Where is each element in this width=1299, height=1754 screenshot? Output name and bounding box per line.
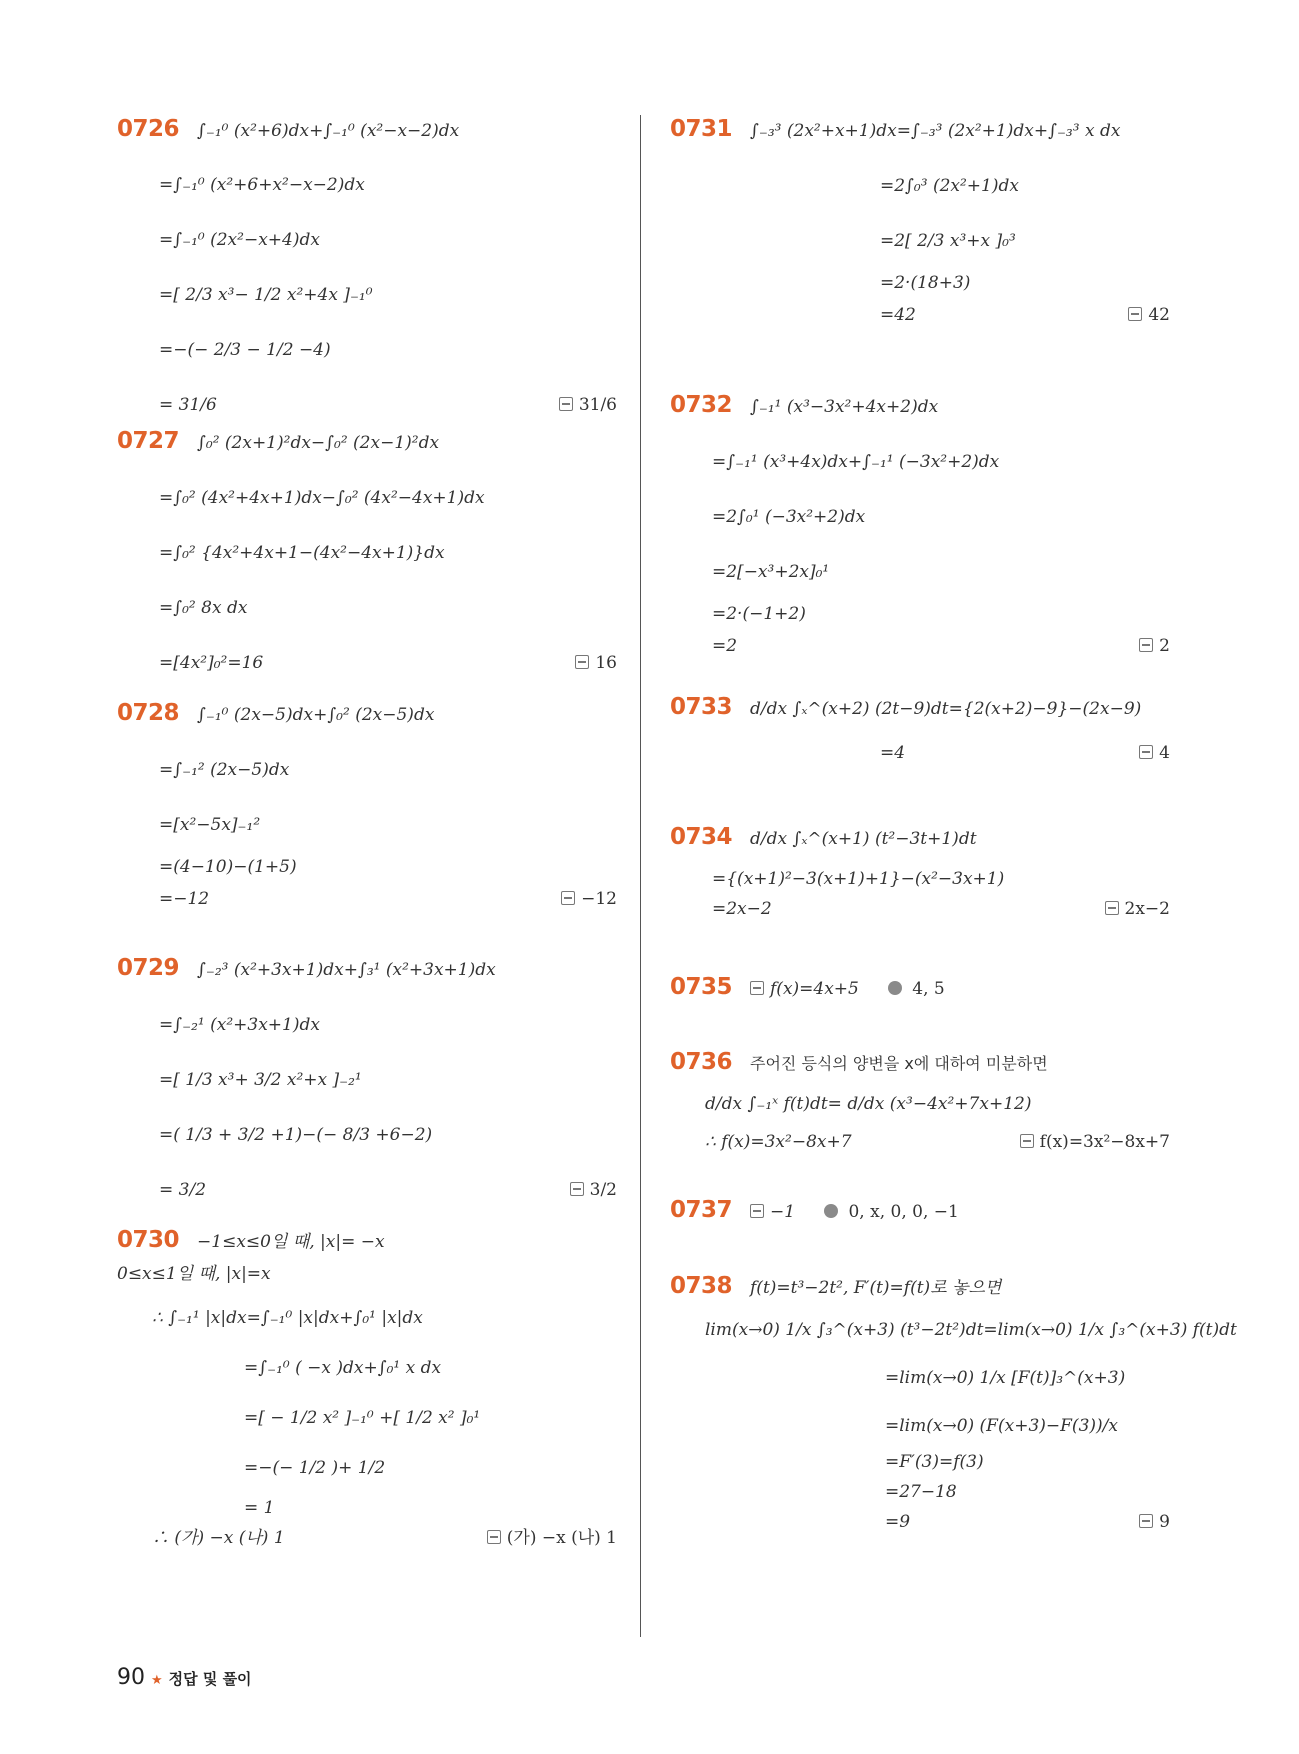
problem-0729 (117, 957, 617, 1229)
equation-line (159, 394, 617, 416)
answer: 31/6 (559, 394, 617, 416)
equation: d/dx ∫ₓ^(x+2) (2t−9)dt={2(x+2)−9}−(2x−9) (750, 699, 1142, 719)
answer-icon (487, 1530, 501, 1544)
equation-line: =[ − 1/2 x² ]₋₁⁰ +[ 1/2 x² ]₀¹ (244, 1408, 481, 1428)
star-icon: ★ (151, 1673, 163, 1688)
problem-0730 (117, 1229, 617, 1549)
problem-0738 (670, 1273, 1237, 1533)
answer-icon (570, 1182, 584, 1196)
equation: ∫₋₃³ (2x²+x+1)dx=∫₋₃³ (2x²+1)dx+∫₋₃³ x dx (750, 121, 1121, 141)
answer: 4 (1139, 742, 1170, 764)
answer: 42 (1128, 304, 1170, 326)
problem-0736 (670, 1051, 1170, 1199)
equation-line: = 1 (244, 1498, 275, 1518)
problem-0733 (670, 696, 1170, 826)
answer: 3/2 (570, 1179, 617, 1201)
equation: ∫₀² (2x+1)²dx−∫₀² (2x−1)²dx (197, 433, 440, 453)
problem-0726 (117, 118, 617, 430)
equation-line: ={(x+1)²−3(x+1)+1}−(x²−3x+1) (712, 869, 1005, 889)
problem-line (117, 702, 617, 726)
problem-line (670, 1051, 1170, 1075)
answer-icon (575, 655, 589, 669)
equation: = 31/6 (159, 395, 217, 415)
equation: ∴ f(x)=3x²−8x+7 (705, 1132, 852, 1152)
problem-number: 0735 (670, 974, 733, 1000)
equation: ∫₋₁¹ (x³−3x²+4x+2)dx (750, 397, 939, 417)
right-column (670, 116, 1237, 1533)
equation-line (159, 652, 617, 674)
problem-number: 0728 (117, 700, 180, 726)
equation: =−12 (159, 889, 210, 909)
problem-number: 0726 (117, 116, 180, 142)
hint-icon (888, 981, 902, 995)
equation-line: =lim(x→0) (F(x+3)−F(3))/x (885, 1416, 1118, 1436)
answer-icon (1139, 638, 1153, 652)
answer: −12 (561, 888, 617, 910)
equation-line: =(4−10)−(1+5) (159, 857, 297, 877)
footer-title: 정답 및 풀이 (168, 1670, 252, 1688)
equation-line: =F′(3)=f(3) (885, 1452, 984, 1472)
equation-line (885, 1511, 1170, 1533)
problem-line (670, 826, 1170, 850)
answer-icon (559, 397, 573, 411)
equation: d/dx ∫ₓ^(x+1) (t²−3t+1)dt (750, 829, 977, 849)
equation-line: ∴ ∫₋₁¹ |x|dx=∫₋₁⁰ |x|dx+∫₀¹ |x|dx (152, 1308, 423, 1328)
answer-icon (561, 891, 575, 905)
equation: =4 (880, 743, 906, 763)
answer: f(x)=3x²−8x+7 (1020, 1131, 1170, 1153)
equation-line (159, 1179, 617, 1201)
equation-line: =27−18 (885, 1482, 957, 1502)
answer: 16 (575, 652, 617, 674)
conclusion: ∴ (가) −x (나) 1 (152, 1528, 285, 1548)
equation-line: =2∫₀¹ (−3x²+2)dx (712, 507, 866, 527)
answer: f(x)=4x+5 (770, 979, 859, 999)
equation-line: 0≤x≤1일 때, |x|=x (117, 1264, 271, 1284)
equation-line: =[ 2/3 x³− 1/2 x²+4x ]₋₁⁰ (159, 285, 373, 305)
equation-line: =( 1/3 + 3/2 +1)−(− 8/3 +6−2) (159, 1125, 433, 1145)
equation-line: =∫₀² {4x²+4x+1−(4x²−4x+1)}dx (159, 543, 445, 563)
problem-0735 (670, 976, 1170, 1051)
equation: =42 (880, 305, 916, 325)
equation: −1≤x≤0일 때, |x|= −x (197, 1232, 385, 1252)
explanation: 주어진 등식의 양변을 x에 대하여 미분하면 (750, 1054, 1048, 1073)
equation-line: =∫₋₁¹ (x³+4x)dx+∫₋₁¹ (−3x²+2)dx (712, 452, 1000, 472)
equation-line: =2∫₀³ (2x²+1)dx (880, 176, 1019, 196)
hint-icon (824, 1204, 838, 1218)
problem-line (670, 976, 1170, 1000)
problem-number: 0731 (670, 116, 733, 142)
problem-number: 0736 (670, 1049, 733, 1075)
problem-line (117, 118, 617, 142)
problem-0728 (117, 702, 617, 957)
answer: 2x−2 (1105, 898, 1170, 920)
equation-line: =2·(−1+2) (712, 604, 806, 624)
equation-line (712, 635, 1170, 657)
hint-answer: 0, x, 0, 0, −1 (848, 1202, 959, 1222)
problem-number: 0734 (670, 824, 733, 850)
answer-icon (750, 981, 764, 995)
equation-line: =−(− 2/3 − 1/2 −4) (159, 340, 331, 360)
equation-line: =−(− 1/2 )+ 1/2 (244, 1458, 386, 1478)
equation-line: =∫₋₁² (2x−5)dx (159, 760, 290, 780)
answer-icon (1139, 745, 1153, 759)
problem-line (670, 1199, 1170, 1223)
answer: (가) −x (나) 1 (487, 1527, 617, 1549)
answer-icon (1139, 1514, 1153, 1528)
equation: =9 (885, 1512, 911, 1532)
equation-line: =∫₋₁⁰ ( −x )dx+∫₀¹ x dx (244, 1358, 442, 1378)
problem-line (670, 1275, 1170, 1299)
equation-line: =∫₀² (4x²+4x+1)dx−∫₀² (4x²−4x+1)dx (159, 488, 485, 508)
equation-line (880, 742, 1170, 764)
problem-line (670, 696, 1170, 720)
equation-line: =[ 1/3 x³+ 3/2 x²+x ]₋₂¹ (159, 1070, 362, 1090)
equation-line (159, 888, 617, 910)
problem-0732 (670, 394, 1170, 696)
problem-line (670, 118, 1170, 142)
equation-line: =∫₋₁⁰ (2x²−x+4)dx (159, 230, 320, 250)
problem-number: 0730 (117, 1227, 180, 1253)
problem-line (670, 394, 1170, 418)
equation: =2 (712, 636, 738, 656)
equation-line: =lim(x→0) 1/x [F(t)]₃^(x+3) (885, 1368, 1126, 1388)
equation: ∫₋₂³ (x²+3x+1)dx+∫₃¹ (x²+3x+1)dx (197, 960, 496, 980)
problem-0737 (670, 1199, 1170, 1275)
equation-line: =2[ 2/3 x³+x ]₀³ (880, 231, 1016, 251)
equation: =2x−2 (712, 899, 772, 919)
answer-icon (1105, 901, 1119, 915)
problem-line (117, 957, 617, 981)
equation-line: d/dx ∫₋₁ˣ f(t)dt= d/dx (x³−4x²+7x+12) (705, 1094, 1032, 1114)
equation: ∫₋₁⁰ (2x−5)dx+∫₀² (2x−5)dx (197, 705, 435, 725)
equation-line (712, 898, 1170, 920)
problem-line (117, 1229, 617, 1253)
left-column (117, 118, 617, 1549)
column-divider (640, 115, 641, 1637)
problem-number: 0729 (117, 955, 180, 981)
equation-line: =∫₋₁⁰ (x²+6+x²−x−2)dx (159, 175, 365, 195)
equation-line: lim(x→0) 1/x ∫₃^(x+3) (t³−2t²)dt=lim(x→0) 1/x ∫₃^(x+3) f(t)dt (705, 1320, 1237, 1340)
equation: =[4x²]₀²=16 (159, 653, 264, 673)
answer: 2 (1139, 635, 1170, 657)
problem-number: 0727 (117, 428, 180, 454)
equation-line: =2[−x³+2x]₀¹ (712, 562, 830, 582)
answer: −1 (770, 1202, 796, 1222)
answer-icon (1020, 1134, 1034, 1148)
equation-line (117, 1527, 617, 1549)
answer: 9 (1139, 1511, 1170, 1533)
equation-line (880, 304, 1170, 326)
equation-line: =2·(18+3) (880, 273, 971, 293)
equation-line: =∫₀² 8x dx (159, 598, 248, 618)
equation-line (705, 1131, 1170, 1153)
problem-0731 (670, 118, 1170, 394)
equation: f(t)=t³−2t², F′(t)=f(t)로 놓으면 (750, 1278, 1002, 1298)
problem-number: 0737 (670, 1197, 733, 1223)
answer-icon (750, 1204, 764, 1218)
problem-line (117, 430, 617, 454)
problem-number: 0732 (670, 392, 733, 418)
problem-number: 0738 (670, 1273, 733, 1299)
equation: ∫₋₁⁰ (x²+6)dx+∫₋₁⁰ (x²−x−2)dx (197, 121, 460, 141)
equation: = 3/2 (159, 1180, 207, 1200)
equation-line: =[x²−5x]₋₁² (159, 815, 261, 835)
problem-0734 (670, 826, 1170, 976)
equation-line: =∫₋₂¹ (x²+3x+1)dx (159, 1015, 320, 1035)
problem-number: 0733 (670, 694, 733, 720)
page-footer (117, 1665, 252, 1690)
hint-answer: 4, 5 (912, 979, 945, 999)
problem-0727 (117, 430, 617, 702)
page-number: 90 (117, 1665, 145, 1690)
answer-icon (1128, 307, 1142, 321)
